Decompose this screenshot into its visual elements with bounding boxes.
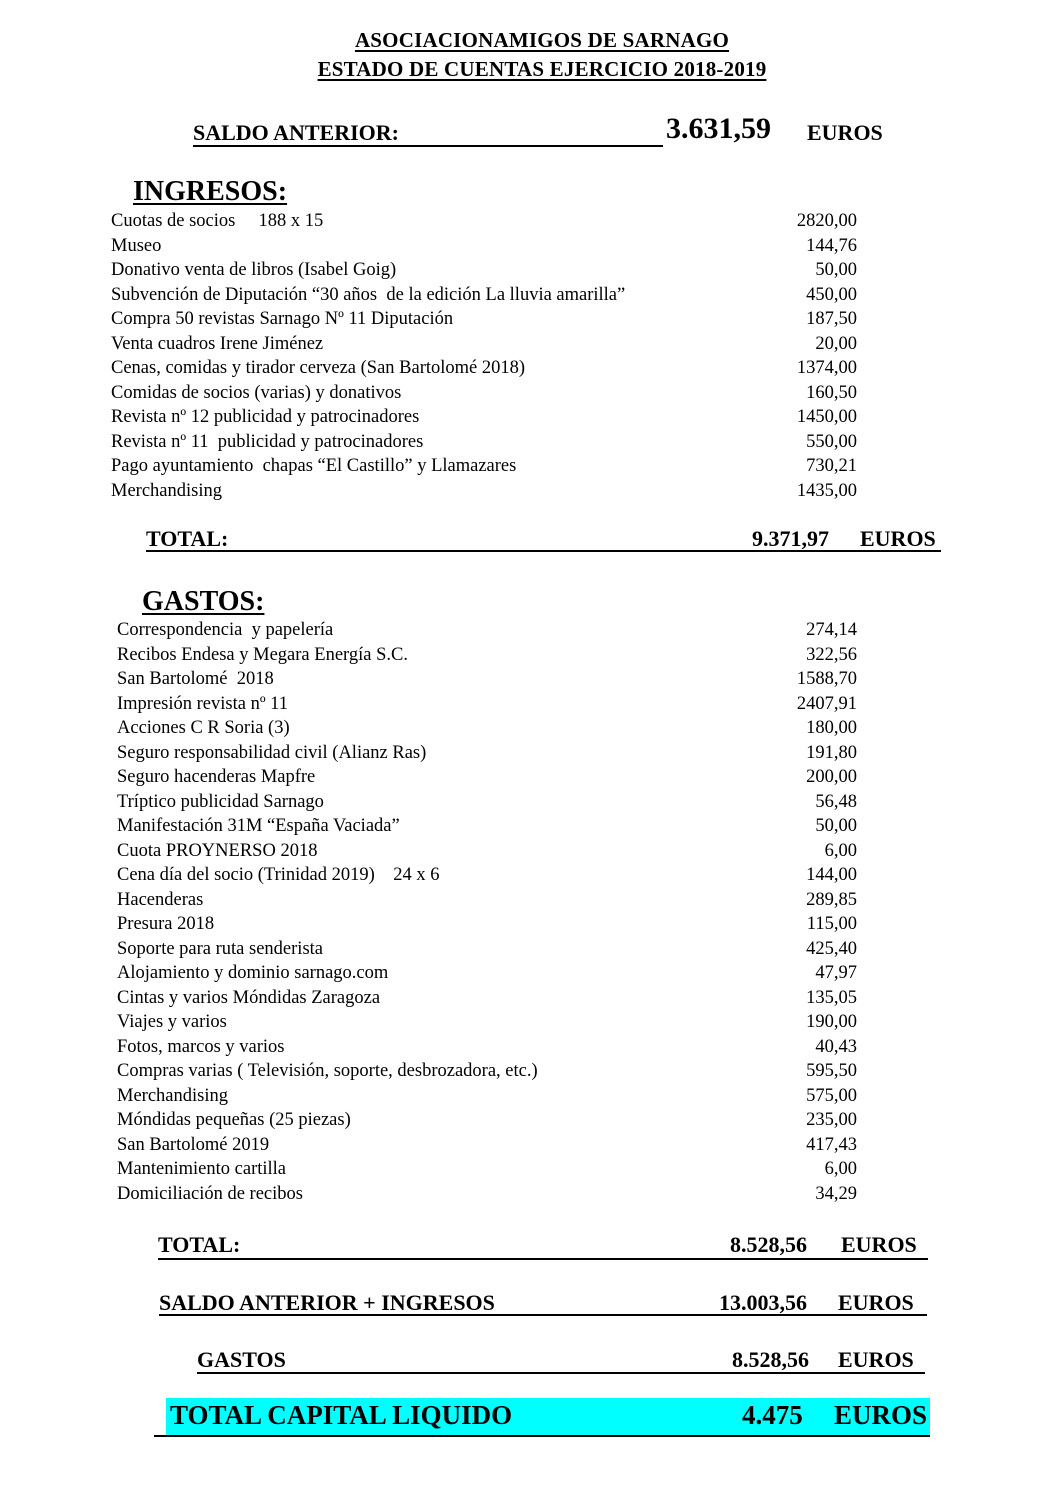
gastos-row-label: Merchandising (117, 1085, 228, 1106)
gastos-row-label: Cintas y varios Móndidas Zaragoza (117, 987, 381, 1008)
gastos-row-label: Soporte para ruta senderista (117, 938, 323, 959)
ingresos-row (111, 258, 857, 282)
ingresos-row (111, 283, 857, 307)
gastos-row-amount: 425,40 (806, 938, 857, 959)
gastos-row (117, 643, 857, 667)
gastos-row-amount: 190,00 (806, 1012, 857, 1032)
gastos-total-underline (158, 1258, 928, 1260)
gastos-row-label: Impresión revista nº 11 (117, 693, 288, 714)
saldo-anterior-label: SALDO ANTERIOR: (193, 120, 399, 145)
ingresos-row-label: Venta cuadros Irene Jiménez (111, 333, 324, 354)
gastos-row (117, 1182, 857, 1206)
ingresos-row-label: Compra 50 revistas Sarnago Nº 11 Diputación (111, 309, 454, 329)
gastos-row (117, 1108, 857, 1132)
saldo-anterior-row (193, 110, 893, 150)
gastos-summary-row (197, 1343, 925, 1375)
saldo-ingresos-row (159, 1286, 927, 1318)
ingresos-row (111, 454, 857, 478)
ingresos-total-label: TOTAL: (146, 526, 229, 551)
gastos-row-label: San Bartolomé 2019 (117, 1134, 270, 1155)
gastos-row-amount: 135,05 (806, 987, 857, 1008)
ingresos-row (111, 209, 857, 233)
gastos-summary-underline (197, 1372, 925, 1374)
gastos-row (117, 1035, 857, 1059)
gastos-row (117, 716, 857, 740)
gastos-row-label: Mantenimiento cartilla (117, 1159, 287, 1179)
ingresos-row-amount: 550,00 (806, 431, 857, 452)
gastos-row-amount: 56,48 (815, 791, 857, 812)
ingresos-row-amount: 1374,00 (796, 358, 857, 378)
ingresos-row (111, 234, 857, 258)
ingresos-row-label: Pago ayuntamiento chapas “El Castillo” y Llamazares (111, 456, 517, 476)
ingresos-row-amount: 20,00 (815, 333, 857, 354)
gastos-row-amount: 417,43 (806, 1134, 857, 1155)
saldo-anterior-underline (193, 145, 663, 147)
gastos-row-amount: 34,29 (815, 1183, 857, 1204)
ingresos-row-amount: 1450,00 (796, 407, 857, 427)
gastos-row-label: Domiciliación de recibos (117, 1183, 303, 1204)
ingresos-row-label: Comidas de socios (varias) y donativos (111, 382, 402, 403)
gastos-row (117, 765, 857, 789)
gastos-heading: GASTOS: (142, 586, 265, 617)
gastos-row-label: Viajes y varios (117, 1012, 227, 1032)
ingresos-row-label: Revista nº 12 publicidad y patrocinadores (111, 407, 420, 427)
gastos-row-label: Compras varias ( Televisión, soporte, desbrozadora, etc.) (117, 1061, 538, 1081)
gastos-row-amount: 200,00 (806, 767, 857, 787)
ingresos-row-amount: 187,50 (806, 309, 857, 329)
gastos-row (117, 1010, 857, 1034)
gastos-row (117, 1133, 857, 1157)
gastos-row-amount: 6,00 (824, 1159, 857, 1179)
ingresos-total-unit: EUROS (860, 526, 936, 551)
gastos-row-amount: 289,85 (806, 889, 857, 910)
gastos-row-label: Manifestación 31M “España Vaciada” (117, 816, 400, 836)
gastos-row-amount: 1588,70 (796, 669, 857, 689)
ingresos-heading: INGRESOS: (133, 176, 288, 207)
saldo-anterior-amount: 3.631,59 (666, 112, 771, 145)
ingresos-row-amount: 450,00 (806, 284, 857, 305)
gastos-row-label: San Bartolomé 2018 (117, 669, 274, 689)
gastos-row-label: Seguro responsabilidad civil (Alianz Ras) (117, 742, 427, 763)
ingresos-row (111, 332, 857, 356)
ingresos-row (111, 430, 857, 454)
saldo-ingresos-underline (159, 1314, 927, 1316)
gastos-total-unit: EUROS (841, 1232, 917, 1257)
gastos-row (117, 667, 857, 691)
gastos-total-row (158, 1228, 928, 1260)
gastos-row-label: Móndidas pequeñas (25 piezas) (117, 1110, 351, 1130)
ingresos-row (111, 479, 857, 503)
gastos-row-amount: 575,00 (806, 1085, 857, 1106)
gastos-row (117, 937, 857, 961)
gastos-row-label: Hacenderas (117, 889, 204, 910)
total-capital-row (166, 1398, 930, 1435)
ingresos-row-label: Revista nº 11 publicidad y patrocinadores (111, 431, 424, 452)
gastos-row-amount: 595,50 (806, 1061, 857, 1081)
ingresos-row (111, 307, 857, 331)
gastos-row (117, 1157, 857, 1181)
saldo-anterior-unit: EUROS (807, 120, 883, 145)
gastos-row-amount: 180,00 (806, 718, 857, 738)
ingresos-row-label: Cenas, comidas y tirador cerveza (San Bartolomé 2018) (111, 358, 526, 378)
gastos-row (117, 1084, 857, 1108)
gastos-summary-unit: EUROS (838, 1347, 914, 1372)
gastos-row (117, 839, 857, 863)
ingresos-row-amount: 160,50 (806, 382, 857, 403)
total-capital-unit: EUROS (834, 1400, 928, 1430)
gastos-row-label: Correspondencia y papelería (117, 620, 334, 640)
saldo-ingresos-amount: 13.003,56 (719, 1290, 807, 1315)
gastos-row-amount: 2407,91 (796, 693, 857, 714)
gastos-row-amount: 235,00 (806, 1110, 857, 1130)
gastos-row-label: Fotos, marcos y varios (117, 1036, 285, 1057)
gastos-row-amount: 40,43 (815, 1036, 857, 1057)
ingresos-row (111, 381, 857, 405)
ingresos-row-amount: 2820,00 (796, 211, 857, 231)
gastos-total-amount: 8.528,56 (730, 1232, 807, 1257)
ingresos-row-label: Subvención de Diputación “30 años de la edición La lluvia amarilla” (111, 284, 626, 305)
ingresos-row-amount: 1435,00 (796, 480, 857, 501)
gastos-row (117, 961, 857, 985)
gastos-row-amount: 322,56 (806, 644, 857, 665)
ingresos-row-amount: 730,21 (806, 456, 857, 476)
gastos-summary-label: GASTOS (197, 1347, 286, 1372)
gastos-row-amount: 6,00 (824, 840, 857, 861)
total-capital-underline (154, 1435, 930, 1437)
gastos-row-amount: 115,00 (806, 914, 857, 934)
ingresos-total-amount: 9.371,97 (752, 526, 829, 551)
ingresos-row (111, 405, 857, 429)
gastos-row-label: Recibos Endesa y Megara Energía S.C. (117, 644, 408, 665)
gastos-row-label: Cena día del socio (Trinidad 2019) 24 x 6 (117, 865, 440, 885)
ingresos-row-label: Cuotas de socios 188 x 15 (111, 211, 324, 231)
gastos-row-amount: 191,80 (806, 742, 857, 763)
gastos-row-label: Tríptico publicidad Sarnago (117, 791, 324, 812)
ingresos-row-label: Merchandising (111, 480, 222, 501)
gastos-row (117, 986, 857, 1010)
gastos-row (117, 741, 857, 765)
gastos-row-amount: 50,00 (815, 816, 857, 836)
document-subtitle: ESTADO DE CUENTAS EJERCICIO 2018-2019 (317, 57, 767, 81)
gastos-row (117, 790, 857, 814)
gastos-row-amount: 47,97 (815, 963, 857, 983)
ingresos-row-amount: 144,76 (806, 235, 857, 256)
gastos-row (117, 618, 857, 642)
total-capital-label: TOTAL CAPITAL LIQUIDO (170, 1400, 513, 1430)
gastos-row (117, 863, 857, 887)
gastos-row (117, 814, 857, 838)
document-title: ASOCIACIONAMIGOS DE SARNAGO (354, 28, 730, 52)
gastos-row (117, 692, 857, 716)
gastos-row-label: Alojamiento y dominio sarnago.com (117, 963, 389, 983)
gastos-row-amount: 144,00 (806, 865, 857, 885)
ingresos-row-label: Donativo venta de libros (Isabel Goig) (111, 260, 397, 280)
saldo-ingresos-unit: EUROS (838, 1290, 914, 1315)
ingresos-total-underline (146, 550, 941, 552)
ingresos-row (111, 356, 857, 380)
gastos-row-label: Seguro hacenderas Mapfre (117, 767, 316, 787)
gastos-row (117, 1059, 857, 1083)
gastos-row-label: Presura 2018 (117, 914, 215, 934)
ingresos-row-label: Museo (111, 235, 162, 256)
total-capital-amount: 4.475 (742, 1400, 803, 1430)
gastos-summary-amount: 8.528,56 (732, 1347, 809, 1372)
gastos-row-amount: 274,14 (806, 620, 857, 640)
ingresos-total-row (146, 522, 941, 554)
saldo-ingresos-label: SALDO ANTERIOR + INGRESOS (159, 1290, 495, 1315)
gastos-row (117, 888, 857, 912)
gastos-total-label: TOTAL: (158, 1232, 241, 1257)
ingresos-row-amount: 50,00 (815, 260, 857, 280)
gastos-row-label: Acciones C R Soria (3) (117, 718, 290, 738)
gastos-row-label: Cuota PROYNERSO 2018 (117, 840, 318, 861)
gastos-row (117, 912, 857, 936)
